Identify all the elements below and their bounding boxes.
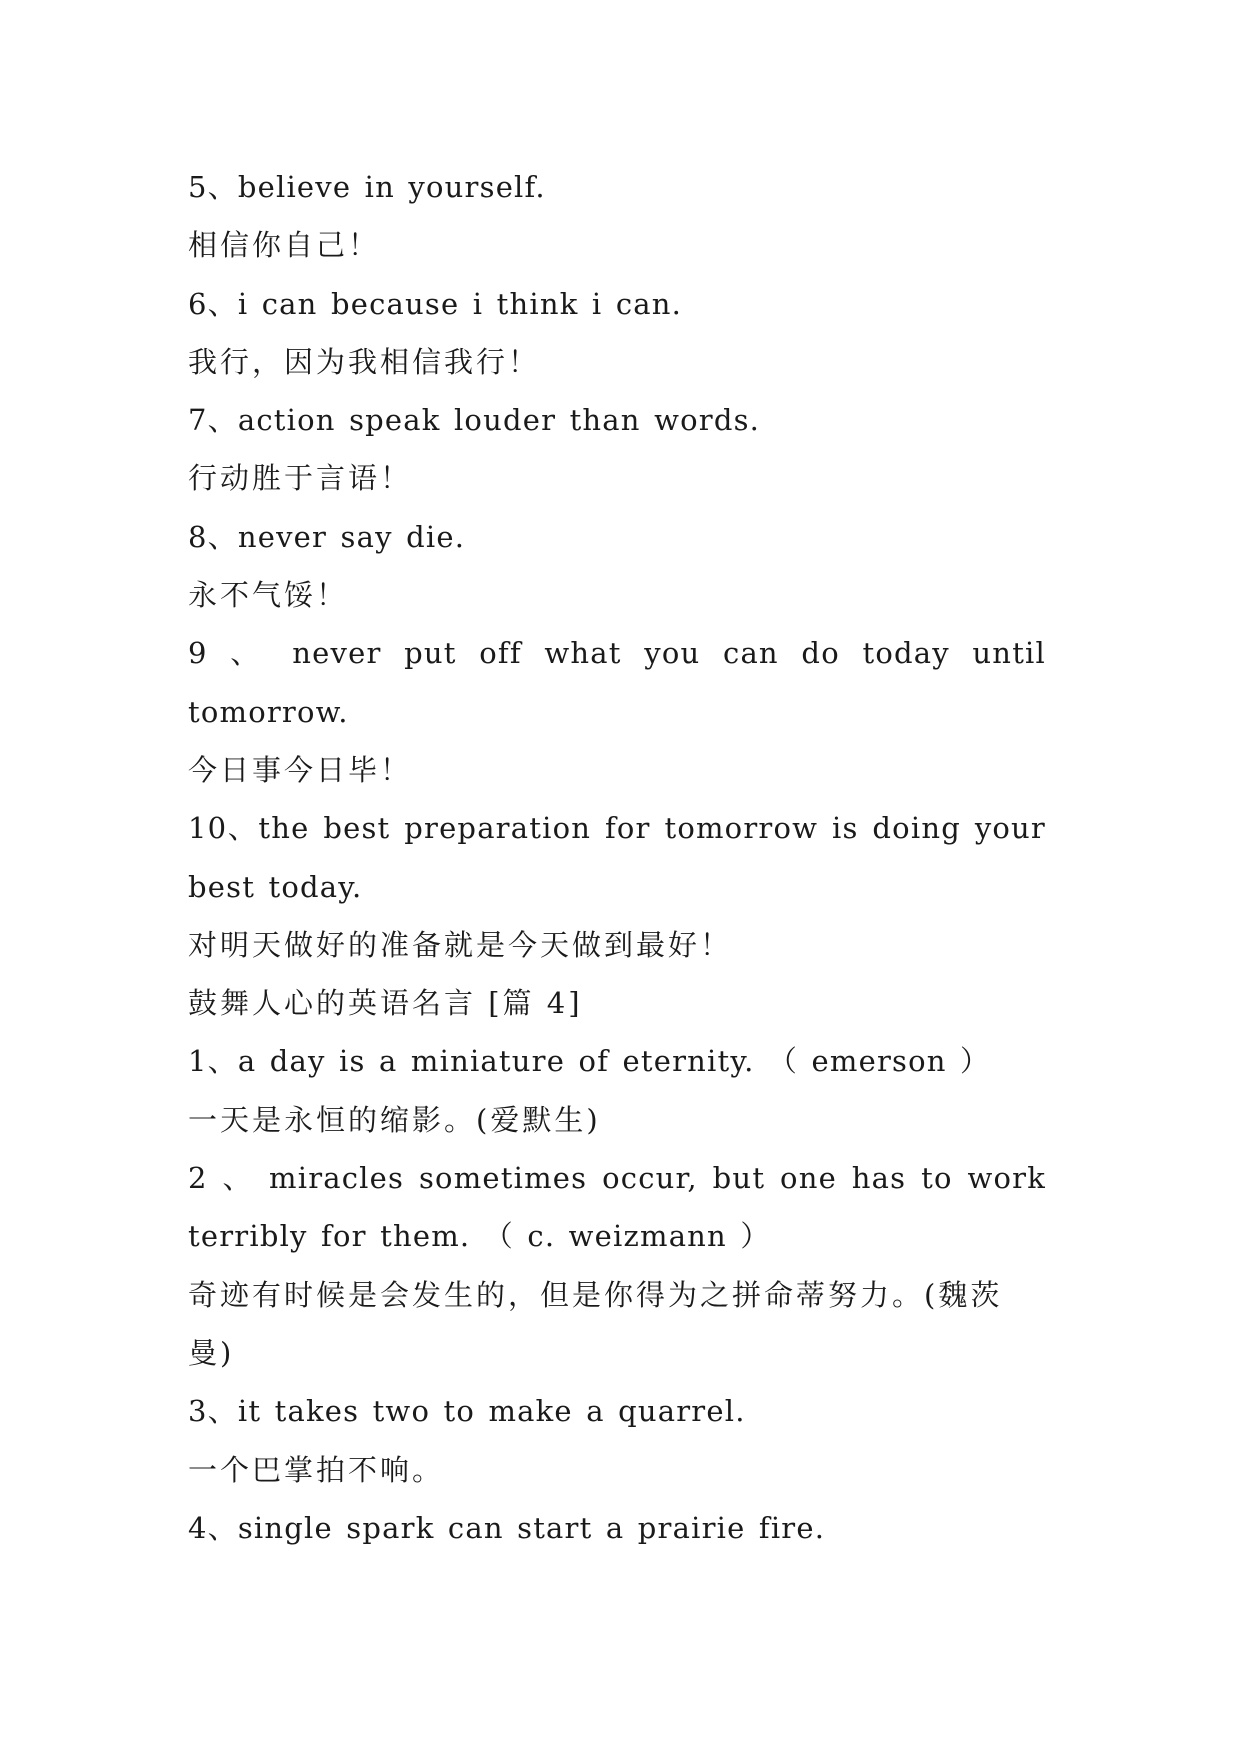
quote-en-3: 3、it takes two to make a quarrel. (188, 1394, 746, 1429)
quote-zh-2: 奇迹有时候是会发生的，但是你得为之拼命蒂努力。(魏茨曼) (188, 1277, 1003, 1370)
quote-zh-10: 对明天做好的准备就是今天做到最好！ (188, 927, 733, 962)
quote-en-9: 9 、 never put off what you can do today until tomorrow. (188, 636, 1046, 729)
quote-en-2: 2 、 miracles sometimes occur, but one has to work terribly for them. （ c. weizmann ） (188, 1161, 1046, 1254)
quote-en-7: 7、action speak louder than words. (188, 403, 761, 438)
section-heading: 鼓舞人心的英语名言 [篇 4] (188, 986, 583, 1021)
quote-zh-9: 今日事今日毕！ (188, 752, 413, 787)
quote-zh-5: 相信你自己！ (188, 228, 381, 263)
quote-en-4: 4、single spark can start a prairie fire. (188, 1510, 826, 1545)
quote-en-10: 10、the best preparation for tomorrow is doing your best today. (188, 811, 1046, 904)
quote-en-8: 8、never say die. (188, 519, 466, 554)
quote-zh-6: 我行，因为我相信我行！ (188, 344, 541, 379)
quote-zh-8: 永不气馁！ (188, 578, 349, 613)
quote-zh-3: 一个巴掌拍不响。 (188, 1452, 445, 1487)
quote-en-5: 5、believe in yourself. (188, 170, 546, 204)
quote-en-6: 6、i can because i think i can. (188, 286, 683, 321)
quote-zh-7: 行动胜于言语！ (188, 461, 413, 496)
quote-en-1: 1、a day is a miniature of eternity. （ emerson ） (188, 1044, 991, 1079)
document-page (188, 158, 1046, 1557)
quote-zh-1: 一天是永恒的缩影。(爱默生) (188, 1102, 601, 1137)
